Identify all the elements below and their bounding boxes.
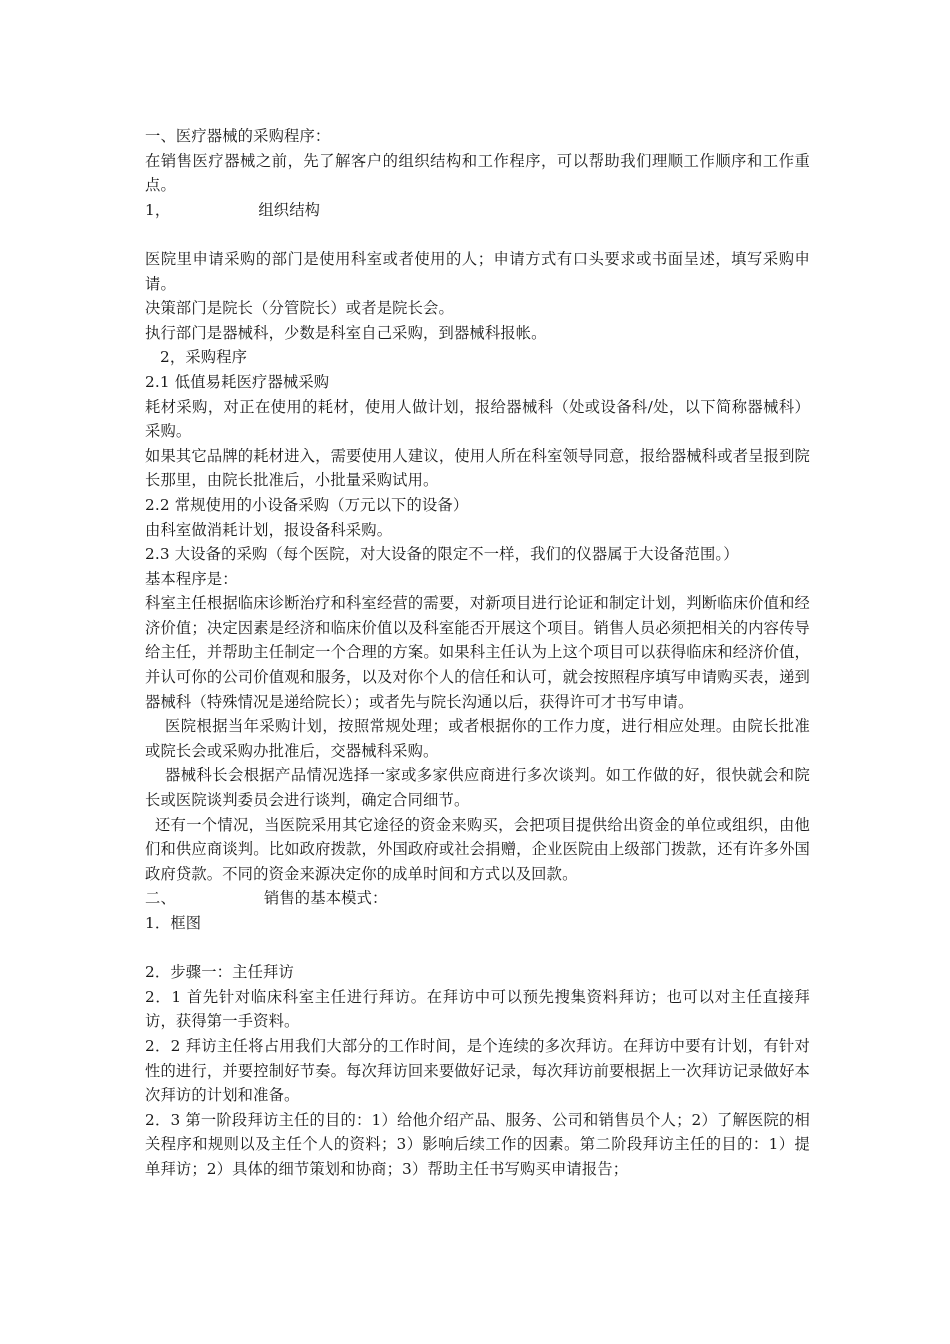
subheading-2-3: 2.3 大设备的采购（每个医院，对大设备的限定不一样，我们的仪器属于大设备范围。） [145, 545, 739, 564]
section-heading [145, 886, 810, 911]
list-item: 2．1 首先针对临床科室主任进行拜访。在拜访中可以预先搜集资料拜访；也可以对主任直接拜访，获得第一手资料。 [145, 987, 810, 1031]
paragraph: 如果其它品牌的耗材进入，需要使用人建议，使用人所在科室领导同意，报给器械科或者呈报到院长那里，由院长批准后，小批量采购试用。 [145, 446, 810, 490]
blank-line [145, 936, 810, 961]
paragraph: 耗材采购，对正在使用的耗材，使用人做计划，报给器械科（处或设备科/处，以下简称器械科）采购。 [145, 397, 810, 441]
section-heading: 一、医疗器械的采购程序： [145, 127, 331, 145]
list-item: 2．3 第一阶段拜访主任的目的：1）给他介绍产品、服务、公司和销售员个人；2）了解医院的相关程序和规则以及主任个人的资料；3）影响后续工作的因素。第二阶段拜访主任的目的：1）提单拜访；2）具体的细节策划和协商；3）帮助主任书写购买申请报告； [145, 1110, 810, 1178]
subheading-2-2: 2.2 常规使用的小设备采购（万元以下的设备） [145, 495, 469, 514]
blank-line [145, 222, 810, 247]
document-page [145, 124, 810, 1182]
subheading-number: 1， [145, 200, 171, 219]
paragraph: 由科室做消耗计划，报设备科采购。 [145, 520, 393, 539]
paragraph: 医院根据当年采购计划，按照常规处理；或者根据你的工作力度，进行相应处理。由院长批准或院长会或采购办批准后，交器械科采购。 [145, 717, 810, 760]
heading-number: 二、 [145, 889, 176, 908]
paragraph: 器械科长会根据产品情况选择一家或多家供应商进行多次谈判。如工作做的好，很快就会和院长或医院谈判委员会进行谈判，确定合同细节。 [145, 766, 810, 810]
list-item: 1．框图 [145, 914, 202, 932]
org-paragraph: 执行部门是器械科，少数是科室自己采购，到器械科报帐。 [145, 323, 547, 342]
paragraph: 科室主任根据临床诊断治疗和科室经营的需要，对新项目进行论证和制定计划，判断临床价值和经济价值；决定因素是经济和临床价值以及科室能否开展这个项目。销售人员必须把相关的内容传导给主任，并帮助主任制定一个合理的方案。如果科主任认为上这个项目可以获得临床和经济价值，并认可你的公司价值观和服务，以及对你个人的信任和认可，就会按照程序填写申请购买表，递到器械科（特殊情况是递给院长）；或者先与院长沟通以后，获得许可才书写申请。 [145, 594, 810, 711]
list-item: 2．步骤一：主任拜访 [145, 963, 294, 982]
subheading-2-1: 2.1 低值易耗医疗器械采购 [145, 372, 330, 391]
org-paragraph: 医院里申请采购的部门是使用科室或者使用的人；申请方式有口头要求或书面呈述，填写采购申请。 [145, 249, 810, 293]
subheading-procedure: 2，采购程序 [160, 348, 248, 367]
paragraph: 基本程序是： [145, 569, 238, 588]
paragraph: 还有一个情况，当医院采用其它途径的资金来购买，会把项目提供给出资金的单位或组织，由他们和供应商谈判。比如政府拨款，外国政府或社会捐赠，企业医院由上级部门拨款，还有许多外国政府贷款。不同的资金来源决定你的成单时间和方式以及回款。 [145, 815, 810, 883]
subheading-organization [145, 198, 810, 223]
intro-paragraph: 在销售医疗器械之前，先了解客户的组织结构和工作程序，可以帮助我们理顺工作顺序和工作重点。 [145, 151, 810, 195]
list-item: 2．2 拜访主任将占用我们大部分的工作时间，是个连续的多次拜访。在拜访中要有计划，有针对性的进行，并要控制好节奏。每次拜访回来要做好记录，每次拜访前要根据上一次拜访记录做好本次拜访的计划和准备。 [145, 1036, 810, 1105]
org-paragraph: 决策部门是院长（分管院长）或者是院长会。 [145, 299, 454, 318]
subheading-title: 组织结构 [258, 200, 321, 219]
heading-title: 销售的基本模式： [263, 889, 388, 908]
